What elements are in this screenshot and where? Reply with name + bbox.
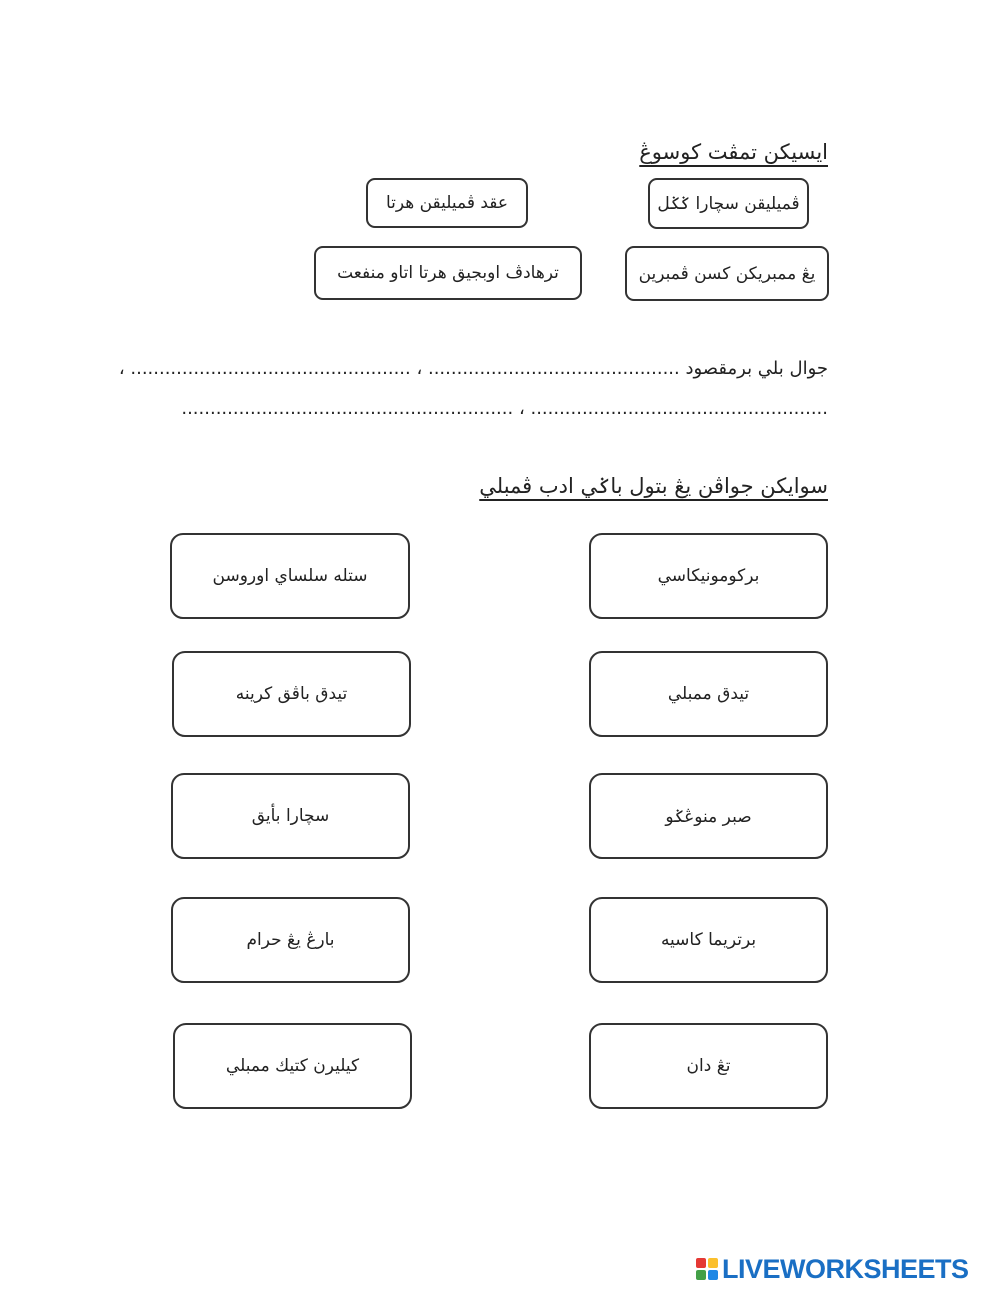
logo-square-icon <box>696 1258 706 1268</box>
match-label: تيدق باڤق كرينه <box>235 684 348 704</box>
left-match-box-1[interactable] <box>170 533 410 619</box>
word-box-1 <box>648 178 809 229</box>
word-box-label: يڠ ممبريكن كسن ڤمبرين <box>638 263 816 284</box>
left-match-box-3[interactable] <box>171 773 410 859</box>
matching-heading: سوايكن جواڤن يڠ بتول باݢي ادب ڤمبلي <box>479 474 828 498</box>
match-label: بركومونيكاسي <box>657 566 760 586</box>
left-match-box-4[interactable] <box>171 897 410 983</box>
answer-line-2[interactable]: .................................................... ، .......................................................... <box>181 398 828 419</box>
match-label: ستله سلساي اوروسن <box>212 566 368 586</box>
word-box-label: ڤميليقن سچارا ݢݢل <box>657 194 800 214</box>
right-match-box-5[interactable] <box>589 1023 828 1109</box>
fill-in-heading: ايسيكن تمڤت كوسوڠ <box>639 140 828 164</box>
right-match-box-4[interactable] <box>589 897 828 983</box>
word-box-label: ترهادڤ اوبجيق هرتا اتاو منفعت <box>337 263 559 283</box>
match-label: بارڠ يڠ حرام <box>246 930 335 950</box>
word-box-label: عقد ڤميليقن هرتا <box>385 193 509 213</box>
match-label: سچارا بأيق <box>251 806 330 826</box>
liveworksheets-logo-icon <box>696 1258 718 1280</box>
answer-line-1[interactable]: جوال بلي برمقصود ............................................ ، ................................................. ، <box>118 358 828 379</box>
match-label: صبر منوڠݢو <box>665 806 752 827</box>
right-match-box-1[interactable] <box>589 533 828 619</box>
right-match-box-3[interactable] <box>589 773 828 859</box>
logo-square-icon <box>696 1270 706 1280</box>
logo-square-icon <box>708 1258 718 1268</box>
left-match-box-2[interactable] <box>172 651 411 737</box>
match-label: كيليرن كتيك ممبلي <box>225 1056 360 1076</box>
left-match-box-5[interactable] <box>173 1023 412 1109</box>
logo-text: LIVEWORKSHEETS <box>722 1253 969 1284</box>
liveworksheets-logo <box>696 1254 969 1284</box>
word-box-4 <box>314 246 582 300</box>
right-match-box-2[interactable] <box>589 651 828 737</box>
match-label: برتريما كاسيه <box>660 930 757 950</box>
match-label: تڠ دان <box>686 1056 731 1076</box>
logo-square-icon <box>708 1270 718 1280</box>
word-box-3 <box>625 246 829 301</box>
word-box-2 <box>366 178 528 228</box>
match-label: تيدق ممبلي <box>667 684 750 704</box>
